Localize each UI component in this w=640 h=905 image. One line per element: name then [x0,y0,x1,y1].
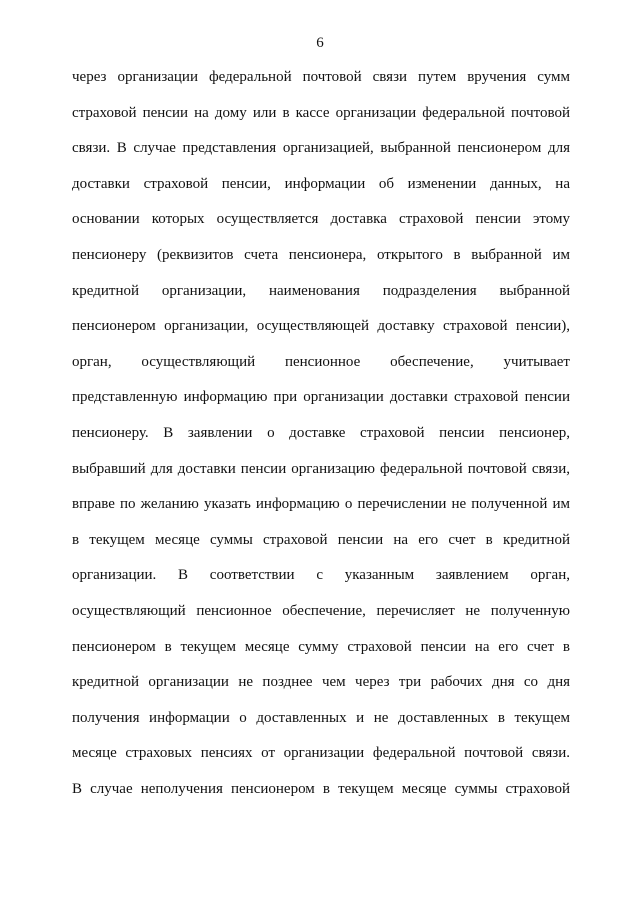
text-line: организации. В соответствии с указанным заявлением орган, [72,567,570,584]
text-line: кредитной организации не позднее чем через три рабочих дня со дня [72,674,570,691]
text-line: основании которых осуществляется доставка страховой пенсии этому [72,211,570,228]
text-line: связи. В случае представления организацией, выбранной пенсионером для [72,140,570,157]
text-line: пенсионеру (реквизитов счета пенсионера, открытого в выбранной им [72,246,570,263]
text-line: страховой пенсии на дому или в кассе организации федеральной почтовой [72,104,570,121]
text-line: орган, осуществляющий пенсионное обеспечение, учитывает [72,353,570,370]
text-line: пенсионеру. В заявлении о доставке страховой пенсии пенсионер, [72,424,570,441]
body-text [72,60,570,807]
text-line: представленную информацию при организации доставки страховой пенсии [72,389,570,406]
text-line: в текущем месяце суммы страховой пенсии на его счет в кредитной [72,531,570,548]
text-line: пенсионером в текущем месяце сумму страховой пенсии на его счет в [72,638,570,655]
text-line: выбравший для доставки пенсии организацию федеральной почтовой связи, [72,460,570,477]
text-line: осуществляющий пенсионное обеспечение, перечисляет не полученную [72,602,570,619]
text-line: месяце страховых пенсиях от организации федеральной почтовой связи. [72,745,570,762]
text-line: через организации федеральной почтовой связи путем вручения сумм [72,69,570,85]
text-line: доставки страховой пенсии, информации об изменении данных, на [72,175,570,192]
page-number: 6 [316,35,324,51]
text-line: кредитной организации, наименования подразделения выбранной [72,282,570,299]
text-line: пенсионером организации, осуществляющей доставку страховой пенсии), [72,318,570,335]
text-line: получения информации о доставленных и не доставленных в текущем [72,709,570,726]
text-line: В случае неполучения пенсионером в текущем месяце суммы страховой [72,780,570,797]
text-line: вправе по желанию указать информацию о перечислении не полученной им [72,496,570,513]
